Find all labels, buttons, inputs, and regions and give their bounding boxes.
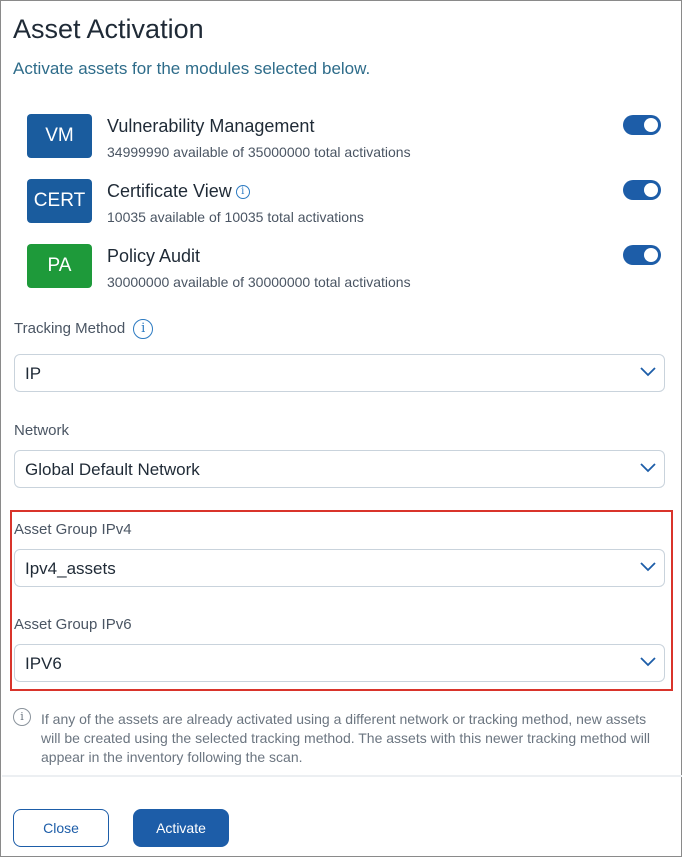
- pa-toggle[interactable]: [623, 245, 661, 265]
- network-select[interactable]: [14, 450, 665, 488]
- activation-note: If any of the assets are already activated using a different network or tracking method, new assets will be created using the selected tracking method. The assets with this newer tracking method will appear in the inventory following the scan.: [41, 711, 651, 765]
- chevron-down-icon: [640, 462, 656, 474]
- asset-group-ipv6-value: IPV6: [25, 654, 62, 673]
- pa-badge: PA: [27, 244, 92, 288]
- info-icon[interactable]: i: [133, 319, 153, 339]
- chevron-down-icon: [640, 366, 656, 378]
- page-subtitle: Activate assets for the modules selected below.: [13, 59, 371, 78]
- tracking-method-label: Tracking Method: [14, 319, 126, 337]
- module-name-wrapper: [107, 181, 250, 202]
- network-label: Network: [14, 422, 70, 439]
- module-row-pa: [27, 244, 667, 296]
- vm-badge: VM: [27, 114, 92, 158]
- activate-button[interactable]: Activate: [133, 809, 229, 847]
- module-availability: 30000000 available of 30000000 total activations: [107, 274, 411, 290]
- chevron-down-icon: [640, 561, 656, 573]
- info-icon[interactable]: i: [236, 185, 250, 199]
- toggle-knob: [644, 248, 658, 262]
- footer-divider: [2, 775, 682, 777]
- tracking-method-value: IP: [25, 364, 42, 383]
- asset-group-ipv6-select[interactable]: [14, 644, 665, 682]
- module-row-cert: [27, 179, 667, 231]
- info-icon: i: [13, 708, 31, 726]
- module-availability: 10035 available of 10035 total activations: [107, 209, 364, 225]
- cert-badge: CERT: [27, 179, 92, 223]
- cert-toggle[interactable]: [623, 180, 661, 200]
- vm-toggle[interactable]: [623, 115, 661, 135]
- module-name: Policy Audit: [107, 246, 201, 266]
- tracking-method-label-row: [14, 319, 153, 339]
- module-name: Certificate View: [107, 181, 232, 201]
- asset-group-ipv4-select[interactable]: [14, 549, 665, 587]
- page-title: Asset Activation: [13, 14, 204, 44]
- asset-group-ipv4-value: Ipv4_assets: [25, 559, 116, 578]
- module-name: Vulnerability Management: [107, 116, 315, 136]
- close-button[interactable]: Close: [13, 809, 109, 847]
- asset-group-ipv4-label: Asset Group IPv4: [14, 521, 132, 538]
- network-value: Global Default Network: [25, 460, 200, 479]
- toggle-knob: [644, 118, 658, 132]
- module-availability: 34999990 available of 35000000 total activations: [107, 144, 411, 160]
- tracking-method-select[interactable]: [14, 354, 665, 392]
- toggle-knob: [644, 183, 658, 197]
- asset-group-ipv6-label: Asset Group IPv6: [14, 616, 132, 633]
- module-row-vm: [27, 114, 667, 166]
- chevron-down-icon: [640, 656, 656, 668]
